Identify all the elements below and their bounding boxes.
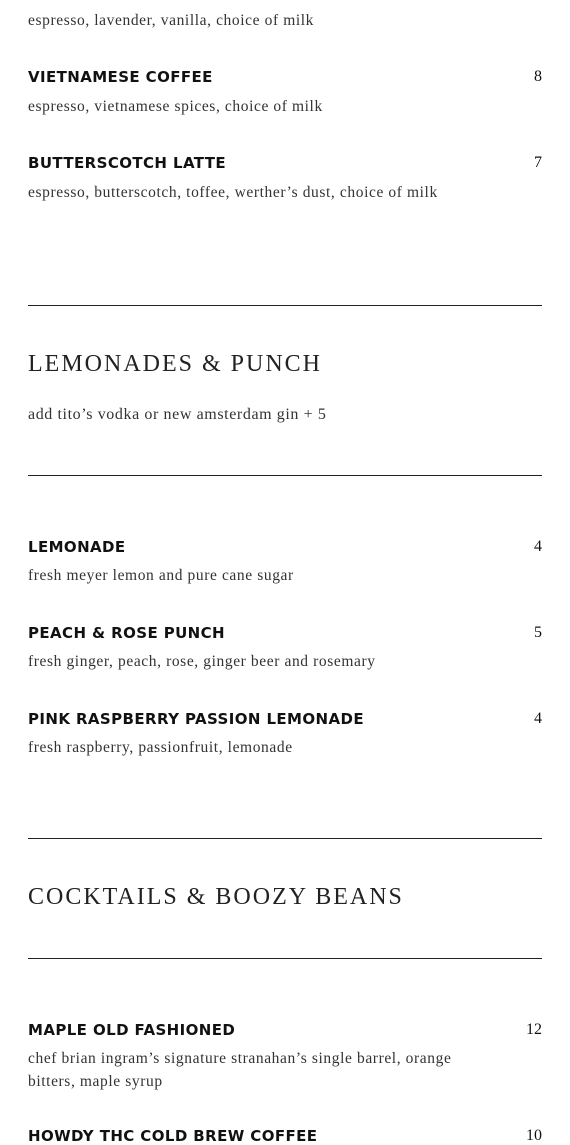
section-divider: [28, 475, 542, 476]
section-title-lemonades: LEMONADES & PUNCH: [28, 351, 323, 377]
item-description: fresh ginger, peach, rose, ginger beer and rosemary: [28, 653, 376, 670]
item-name: MAPLE OLD FASHIONED: [28, 1021, 236, 1039]
item-name: LEMONADE: [28, 538, 126, 556]
item-price: 4: [534, 710, 542, 727]
item-price: 8: [534, 68, 542, 85]
section-divider: [28, 838, 542, 839]
item-name: PINK RASPBERRY PASSION LEMONADE: [28, 710, 364, 728]
item-price: 10: [526, 1127, 542, 1144]
item-description: espresso, vietnamese spices, choice of milk: [28, 98, 323, 115]
item-name: HOWDY THC COLD BREW COFFEE: [28, 1127, 318, 1145]
item-description: fresh raspberry, passionfruit, lemonade: [28, 739, 293, 756]
item-name: PEACH & ROSE PUNCH: [28, 624, 225, 642]
section-title-cocktails: COCKTAILS & BOOZY BEANS: [28, 884, 404, 910]
item-price: 7: [534, 154, 542, 171]
item-price: 5: [534, 624, 542, 641]
item-price: 4: [534, 538, 542, 555]
item-description: espresso, lavender, vanilla, choice of milk: [28, 12, 315, 29]
section-divider: [28, 958, 542, 959]
item-description: chef brian ingram’s signature stranahan’s single barrel, orange bitters, maple syrup: [28, 1050, 452, 1090]
item-description: fresh meyer lemon and pure cane sugar: [28, 567, 294, 584]
item-description: espresso, butterscotch, toffee, werther’s dust, choice of milk: [28, 184, 438, 201]
item-price: 12: [526, 1021, 542, 1038]
section-note: add tito’s vodka or new amsterdam gin + 5: [28, 406, 327, 423]
section-divider: [28, 305, 542, 306]
item-name: BUTTERSCOTCH LATTE: [28, 154, 227, 172]
item-name: VIETNAMESE COFFEE: [28, 68, 213, 86]
